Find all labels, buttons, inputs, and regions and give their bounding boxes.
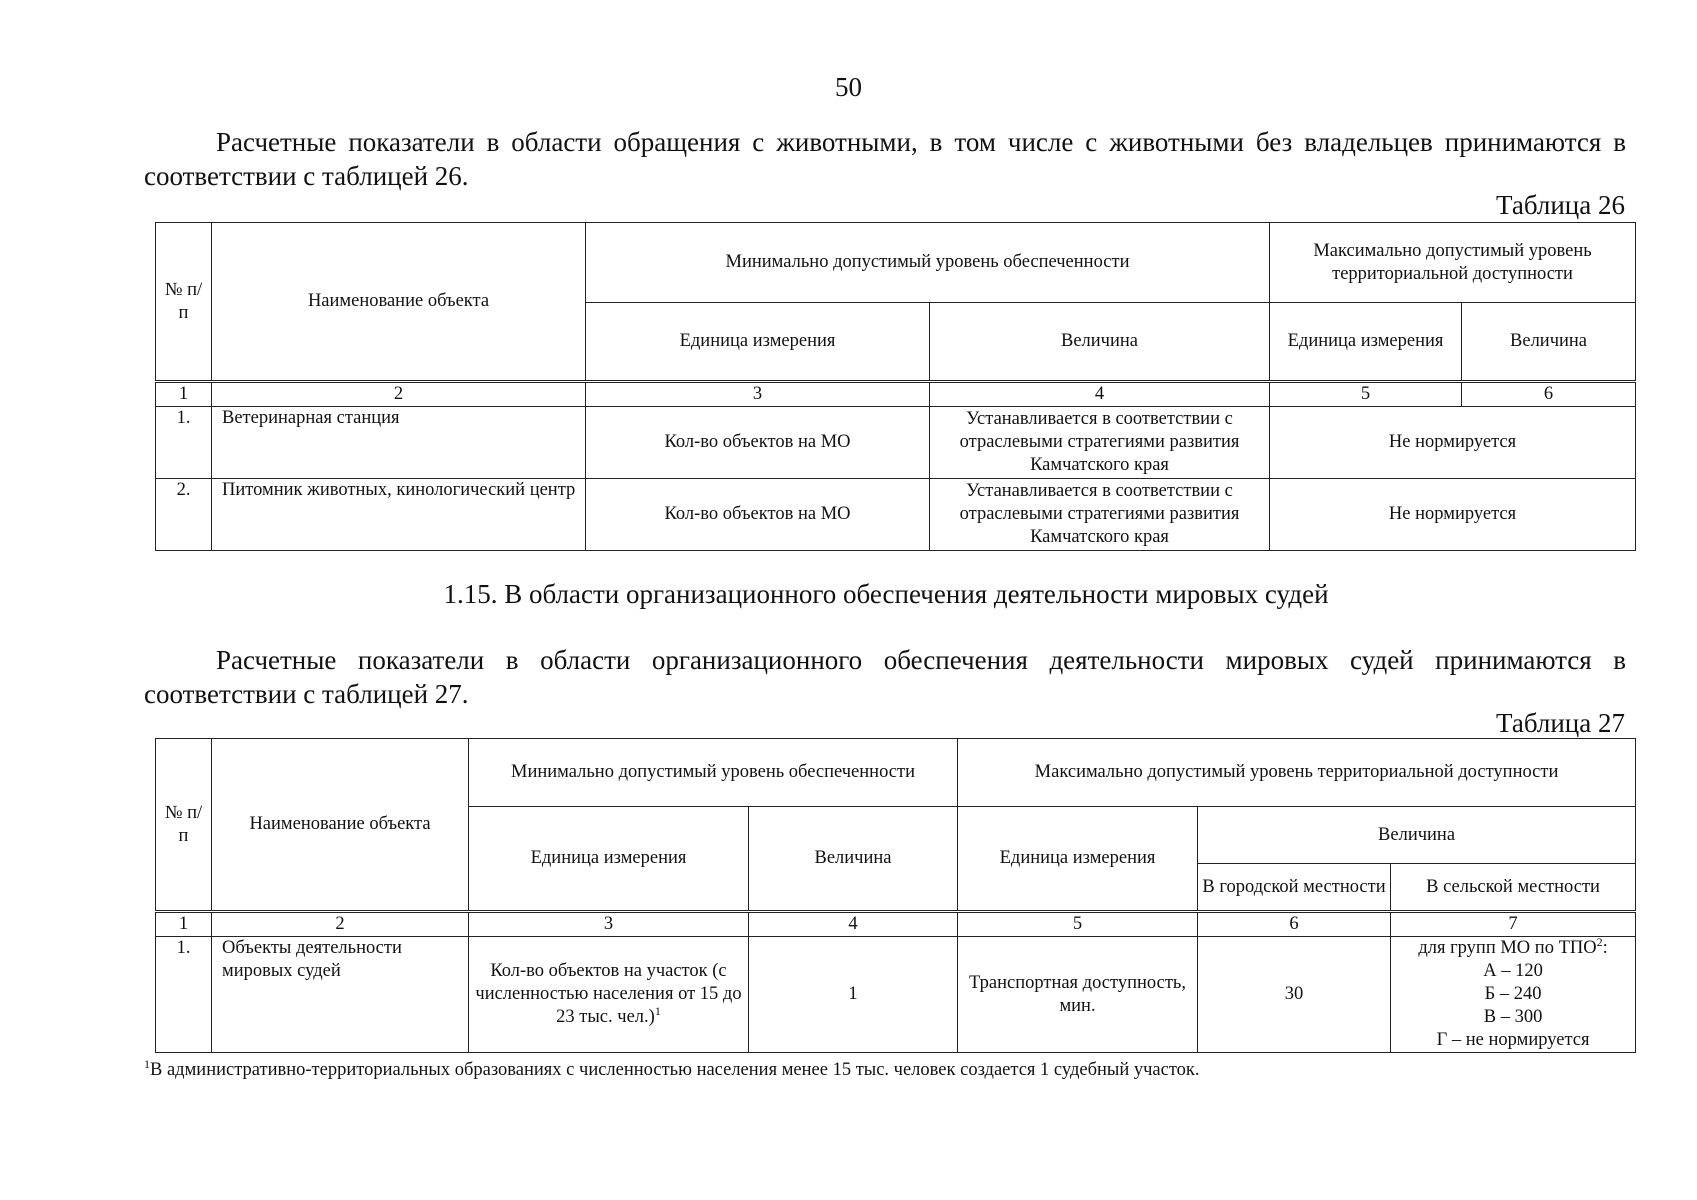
section-heading-text: 1.15. В области организационного обеспечения деятельности мировых судей	[443, 579, 1329, 609]
header-max-value: Величина	[1198, 807, 1636, 864]
row-max: Не нормируется	[1270, 407, 1636, 479]
row-name: Ветеринарная станция	[212, 407, 586, 479]
rural-line: В – 300	[1483, 1007, 1543, 1027]
row-name: Питомник животных, кинологический центр	[212, 479, 586, 551]
col-number: 6	[1198, 913, 1391, 937]
col-number: 3	[586, 383, 930, 407]
row-max-unit: Транспортная доступность, мин.	[958, 937, 1198, 1053]
table-26-caption: Таблица 26	[1496, 190, 1625, 220]
col-number: 2	[212, 383, 586, 407]
row-unit: Кол-во объектов на МО	[586, 407, 930, 479]
rural-line: Г – не нормируется	[1436, 1030, 1590, 1050]
header-name: Наименование объекта	[212, 739, 469, 911]
row-unit	[469, 937, 749, 1053]
col-number: 4	[930, 383, 1270, 407]
header-min-group: Минимально допустимый уровень обеспеченности	[586, 223, 1270, 303]
header-unit: Единица измерения	[469, 807, 749, 911]
row-num: 1.	[156, 937, 212, 1053]
table-row	[156, 479, 1636, 551]
row-rural	[1391, 934, 1636, 1053]
header-urban: В городской местности	[1198, 864, 1391, 911]
table-row	[156, 407, 1636, 479]
table-row	[156, 937, 1636, 1053]
col-number: 5	[958, 913, 1198, 937]
col-number: 1	[156, 383, 212, 407]
header-rural: В сельской местности	[1391, 864, 1636, 911]
col-number: 7	[1391, 913, 1636, 937]
row-unit: Кол-во объектов на МО	[586, 479, 930, 551]
table-27-caption: Таблица 27	[1496, 708, 1625, 738]
table-26	[155, 222, 1636, 551]
header-num: № п/п	[156, 223, 212, 381]
table-27	[155, 738, 1636, 1053]
header-min-group: Минимально допустимый уровень обеспеченности	[469, 739, 958, 807]
header-max-group: Максимально допустимый уровень территориальной доступности	[1270, 223, 1636, 303]
header-value: Величина	[749, 807, 958, 911]
col-number: 4	[749, 913, 958, 937]
footnote-text: В административно-территориальных образованиях с численностью населения менее 15 тыс. человек создается 1 судебный участок.	[150, 1060, 1200, 1080]
header-max-value: Величина	[1462, 303, 1636, 381]
section-heading	[0, 579, 1697, 610]
col-number: 2	[212, 913, 469, 937]
intro-paragraph-26: Расчетные показатели в области обращения с животными, в том числе с животными без владельцев принимаются в соответствии с таблицей 26.	[144, 127, 1626, 191]
rural-line: Б – 240	[1484, 984, 1542, 1004]
footnote-ref: 1	[654, 1003, 661, 1018]
row-num: 1.	[156, 407, 212, 479]
intro-paragraph-27: Расчетные показатели в области организационного обеспечения деятельности мировых судей принимаются в соответствии с таблицей 27.	[144, 645, 1626, 709]
footnote	[144, 1056, 1200, 1081]
row-name: Объекты деятельности мировых судей	[212, 937, 469, 1053]
footnote-mark: 1	[144, 1056, 150, 1071]
rural-intro: для групп МО по ТПО$^2$:	[1418, 934, 1608, 958]
col-number: 6	[1462, 383, 1636, 407]
row-unit-text: Кол-во объектов на участок (с численностью населения от 15 до 23 тыс. чел.)	[475, 961, 742, 1027]
row-max: Не нормируется	[1270, 479, 1636, 551]
header-num: № п/п	[156, 739, 212, 911]
row-value: 1	[749, 937, 958, 1053]
row-value: Устанавливается в соответствии с отраслевыми стратегиями развития Камчатского края	[930, 407, 1270, 479]
header-max-group: Максимально допустимый уровень территориальной доступности	[958, 739, 1636, 807]
row-value: Устанавливается в соответствии с отраслевыми стратегиями развития Камчатского края	[930, 479, 1270, 551]
header-max-unit: Единица измерения	[1270, 303, 1462, 381]
header-max-unit: Единица измерения	[958, 807, 1198, 911]
row-num: 2.	[156, 479, 212, 551]
page-number: 50	[835, 72, 862, 102]
col-number: 3	[469, 913, 749, 937]
rural-line: А – 120	[1483, 961, 1543, 981]
row-urban: 30	[1198, 937, 1391, 1053]
header-value: Величина	[930, 303, 1270, 381]
col-number: 5	[1270, 383, 1462, 407]
header-name: Наименование объекта	[212, 223, 586, 381]
header-unit: Единица измерения	[586, 303, 930, 381]
col-number: 1	[156, 913, 212, 937]
